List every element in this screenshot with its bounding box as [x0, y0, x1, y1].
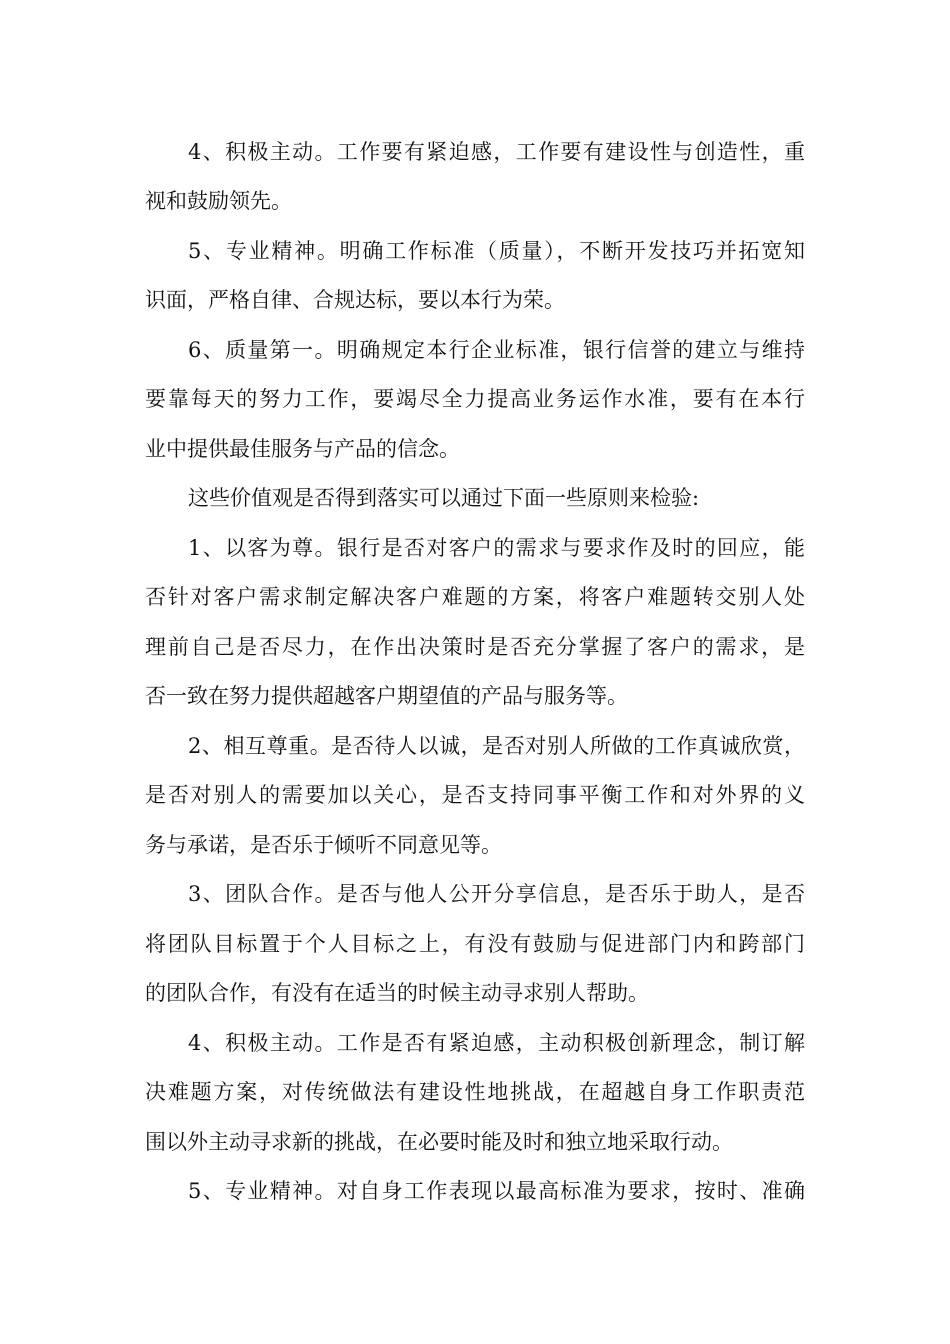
text-line: 这些价值观是否得到落实可以通过下面一些原则来检验:: [188, 486, 700, 510]
text-line: 4、积极主动。工作是否有紧迫感，主动积极创新理念，制订解: [188, 1031, 805, 1055]
text-line: 5、专业精神。对自身工作表现以最高标准为要求，按时、准确: [188, 1179, 805, 1203]
text-line: 决难题方案，对传统做法有建设性地挑战，在超越自身工作职责范: [145, 1080, 805, 1104]
text-line: 6、质量第一。明确规定本行企业标准，银行信誉的建立与维持: [188, 338, 805, 362]
text-line: 将团队目标置于个人目标之上，有没有鼓励与促进部门内和跨部门: [145, 932, 805, 956]
text-line: 识面，严格自律、合规达标，要以本行为荣。: [145, 288, 565, 312]
text-line: 5、专业精神。明确工作标准（质量），不断开发技巧并拓宽知: [188, 239, 805, 263]
text-line: 4、积极主动。工作要有紧迫感，工作要有建设性与创造性，重: [188, 140, 805, 164]
text-line: 否针对客户需求制定解决客户难题的方案，将客户难题转交别人处: [145, 585, 805, 609]
text-line: 围以外主动寻求新的挑战，在必要时能及时和独立地采取行动。: [145, 1130, 733, 1154]
text-line: 要靠每天的努力工作，要竭尽全力提高业务运作水准，要有在本行: [145, 387, 805, 411]
text-line: 业中提供最佳服务与产品的信念。: [145, 437, 460, 461]
text-line: 1、以客为尊。银行是否对客户的需求与要求作及时的回应，能: [188, 536, 805, 560]
text-line: 务与承诺，是否乐于倾听不同意见等。: [145, 833, 502, 857]
text-line: 2、相互尊重。是否待人以诚，是否对别人所做的工作真诚欣赏，: [188, 734, 805, 758]
text-line: 3、团队合作。是否与他人公开分享信息，是否乐于助人，是否: [188, 882, 805, 906]
text-line: 否一致在努力提供超越客户期望值的产品与服务等。: [145, 684, 628, 708]
text-line: 视和鼓励领先。: [145, 189, 292, 213]
text-line: 理前自己是否尽力，在作出决策时是否充分掌握了客户的需求，是: [145, 635, 805, 659]
text-line: 是否对别人的需要加以关心，是否支持同事平衡工作和对外界的义: [145, 783, 805, 807]
text-line: 的团队合作，有没有在适当的时候主动寻求别人帮助。: [145, 981, 649, 1005]
